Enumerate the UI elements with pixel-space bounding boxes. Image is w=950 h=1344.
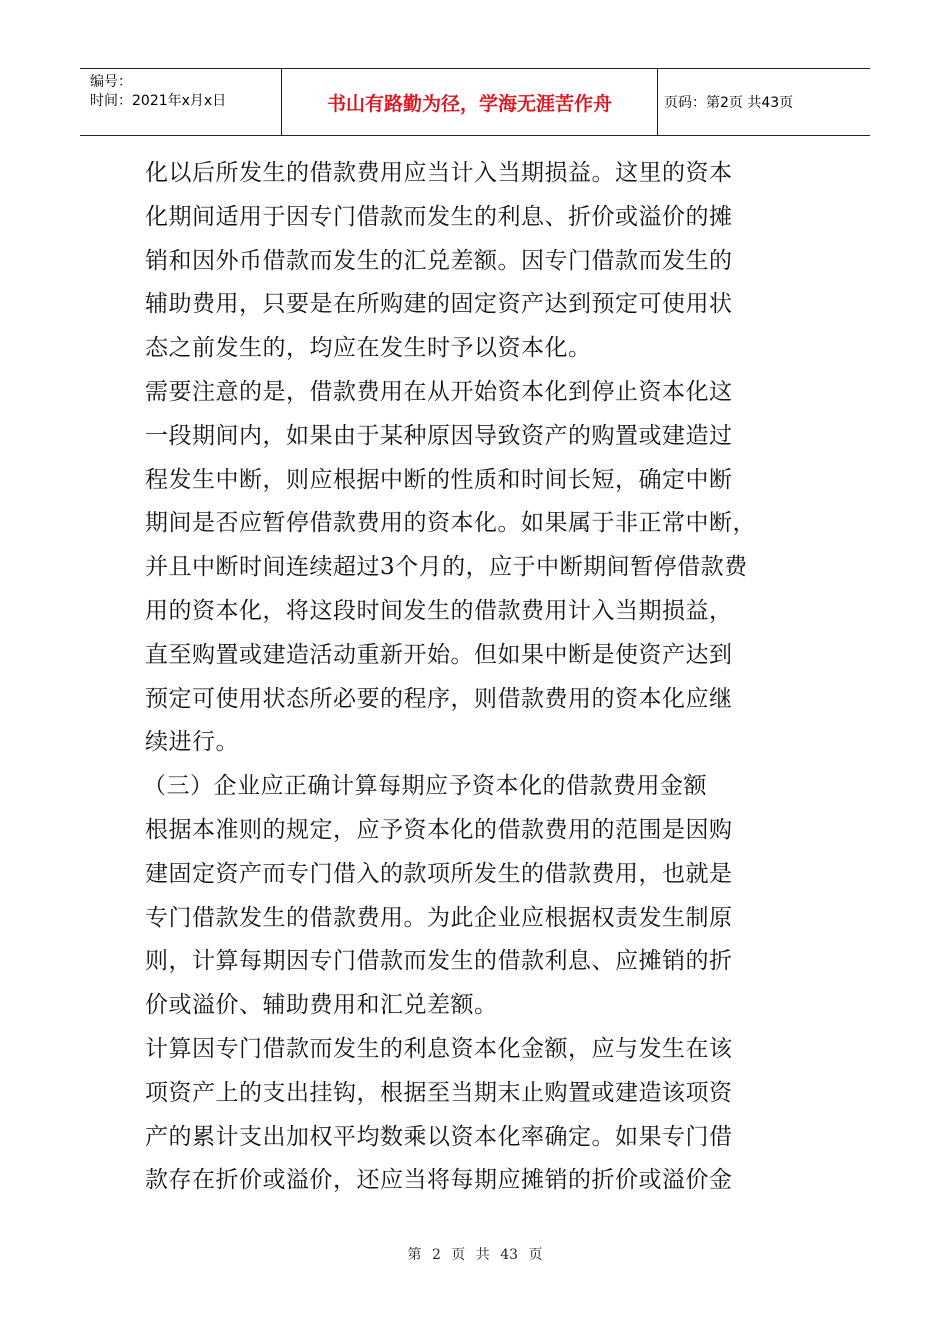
header-meta xyxy=(80,69,282,135)
body-line: 需要注意的是，借款费用在从开始资本化到停止资本化这 xyxy=(145,378,733,405)
body-line: 销和因外币借款而发生的汇兑差额。因专门借款而发生的 xyxy=(145,247,733,274)
body-line: 期间是否应暂停借款费用的资本化。如果属于非正常中断， xyxy=(145,510,756,537)
header-page-code: 页码：第2页 共43页 xyxy=(664,95,794,111)
body-line: 直至购置或建造活动重新开始。但如果中断是使资产达到 xyxy=(145,641,733,668)
body-line: 计算因专门借款而发生的利息资本化金额，应与发生在该 xyxy=(145,1035,733,1062)
body-line: 款存在折价或溢价，还应当将每期应摊销的折价或溢价金 xyxy=(145,1167,733,1194)
page-header xyxy=(80,68,870,136)
body-line: 并且中断时间连续超过3个月的，应于中断期间暂停借款费 xyxy=(145,554,748,581)
body-line: 程发生中断，则应根据中断的性质和时间长短，确定中断 xyxy=(145,466,733,493)
header-number-label: 编号： xyxy=(90,74,132,90)
body-line: 则，计算每期因专门借款而发生的借款利息、应摊销的折 xyxy=(145,948,733,975)
body-line: 根据本准则的规定，应予资本化的借款费用的范围是因购 xyxy=(145,816,733,843)
body-line: 价或溢价、辅助费用和汇兑差额。 xyxy=(145,992,498,1019)
body-line: 化以后所发生的借款费用应当计入当期损益。这里的资本 xyxy=(145,160,733,186)
body-line: 用的资本化，将这段时间发生的借款费用计入当期损益， xyxy=(145,597,733,624)
body-line: 态之前发生的，均应在发生时予以资本化。 xyxy=(145,335,592,362)
document-body xyxy=(145,152,805,1203)
body-line: 产的累计支出加权平均数乘以资本化率确定。如果专门借 xyxy=(145,1123,733,1150)
body-line: 专门借款发生的借款费用。为此企业应根据权责发生制原 xyxy=(145,904,733,931)
body-line: 辅助费用，只要是在所购建的固定资产达到预定可使用状 xyxy=(145,291,733,318)
page-footer: 第 2 页 共 43 页 xyxy=(407,1247,543,1263)
body-line: 化期间适用于因专门借款而发生的利息、折价或溢价的摊 xyxy=(145,203,733,230)
header-date-label: 时间：2021年x月x日 xyxy=(90,93,227,109)
header-motto: 书山有路勤为径，学海无涯苦作舟 xyxy=(282,69,658,135)
body-line: 预定可使用状态所必要的程序，则借款费用的资本化应继 xyxy=(145,685,733,712)
body-line: 项资产上的支出挂钩，根据至当期末止购置或建造该项资 xyxy=(145,1079,733,1106)
body-line: 建固定资产而专门借入的款项所发生的借款费用，也就是 xyxy=(145,860,733,887)
section-heading: （三）企业应正确计算每期应予资本化的借款费用金额 xyxy=(143,773,707,800)
body-line: 续进行。 xyxy=(145,729,239,756)
body-line: 一段期间内，如果由于某种原因导致资产的购置或建造过 xyxy=(145,422,733,449)
